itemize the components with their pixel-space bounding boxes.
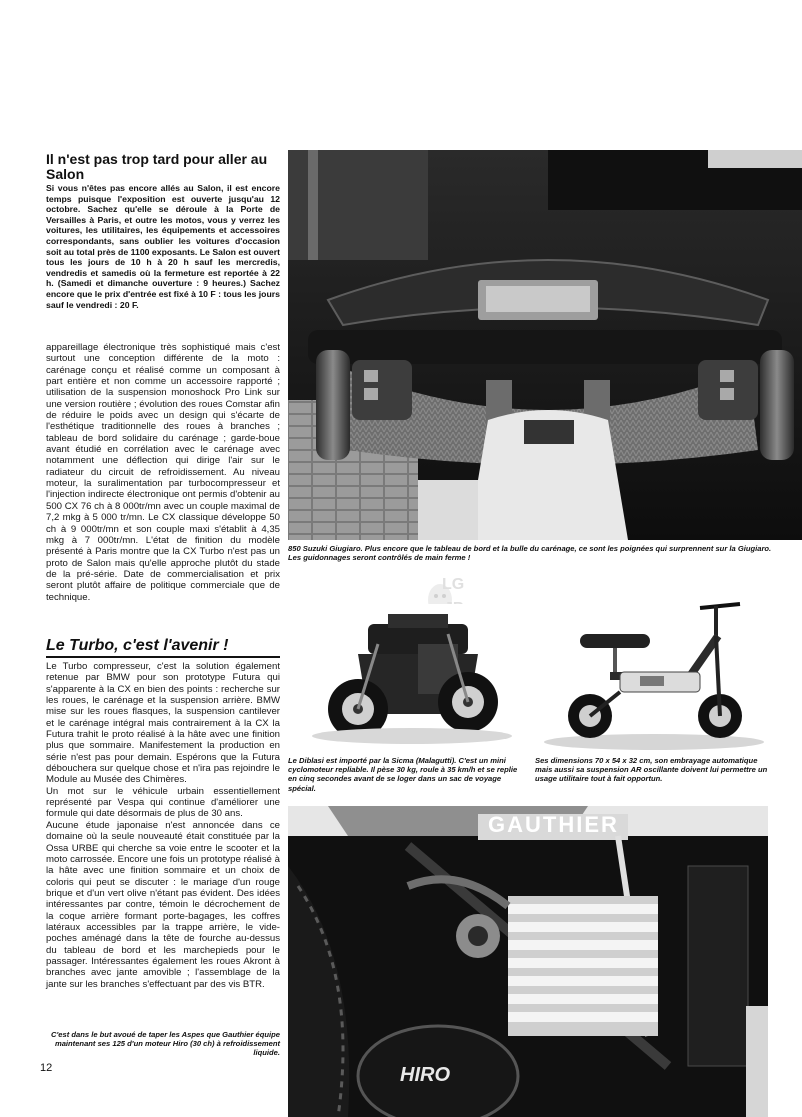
hiro-engine-badge: HIRO [400,1064,450,1086]
dimensions-caption: Ses dimensions 70 x 54 x 32 cm, son embrayage automatique mais aussi sa suspension AR oscillante doivent lui permettre un usage utilitaire tout à fait opportun. [535,756,768,784]
sidebar-text: Si vous n'êtes pas encore allés au Salon, il est encore temps puisque l'exposition est ouverte jusqu'au 12 octobre. Sachez qu'elle se déroule à la Porte de Versailles à Paris, et outre les motos, vous y verrez les voitures, les utilitaires, les équipements et accessoires correspondants, sans oublier les voitures d'occasion soit au total près de 1100 exposants. Le Salon est ouvert tous les jours de 10 h à 20 h sauf les mercredis, vendredis et samedis où la fermeture est reportée à 22 h. (Samedi et dimanche ouverture : 9 heures.) Sachez encore que le prix d'entrée est fixé à 10 F : tous les jours sauf le vendredi : 20 F. [46,183,280,310]
sidebar-box [46,152,280,310]
article-paragraph: Un mot sur le véhicule urbain essentiellement représenté par Vespa qui continue d'améliorer une formule qui date désormais de plus de 30 ans. [46,785,280,820]
article-paragraph: Aucune étude japonaise n'est annoncée dans ce domaine où la seule nouveauté était constituée par la Ossa URBE qui cherche sa voie entre le scooter et la moto carrossée. Encore une fois un prototype réalisé à la hâte avec une finition sommaire et un choix de coloris qui peut se discuter : le mariage d'un rouge brique et d'un vert olive n'étant pas évident. Des idées intéressantes par contre, témoin le décrochement de la coque arrière formant porte-bagages, les coffres latéraux accessibles par la trappe arrière, le vide-poches aménagé dans la tête de fourche au-dessus du tableau de bord et les marchepieds pour le passager. Intéressantes également les roues Akront à branches avec jante amovible ; l'assemblage de la jante sur les branches s'effectuant par des vis BTR. [46,819,280,990]
watermark-text-top: LG [442,576,465,593]
article-paragraph: Le Turbo compresseur, c'est la solution également retenue par BMW pour son prototype Futura qui s'apparente à la CX en bien des points : recherche sur les roues, le carénage et la suspension arrière. BMW mise sur les roues flasques, la suspension cantilever et le carénage intégral mais contrairement à la CX la Futura trahit le proto réalisé à la hâte avec une finition plus que sommaire. Manifestement la production en série n'est pas pour demain. Espérons que la Futura débouchera sur quelque chose et n'ira pas rejoindre le Module au Musée des Chimères. [46,661,280,786]
diblasi-folded-photo [298,604,526,752]
gauthier-tank-lettering: GAUTHIER [488,812,619,837]
gauthier-engine-photo [288,806,768,1117]
section-title: Le Turbo, c'est l'avenir ! [46,637,280,658]
diblasi-caption: Le Diblasi est importé par la Sicma (Malagutti). C'est un mini cyclomoteur repliable. Il pèse 30 kg, roule à 35 km/h et se replie en cinq secondes avant de se loger dans un sac de voyage spécial. [288,756,518,793]
page-number: 12 [40,1062,53,1074]
suzuki-photo [288,150,802,540]
sidebar-title: Il n'est pas trop tard pour aller au Salon [46,151,268,182]
suzuki-caption: 850 Suzuki Giugiaro. Plus encore que le tableau de bord et la bulle du carénage, ce sont les poignées qui surprennent sur la Giugiaro. Les guidonnages seront contrôlés de main ferme ! [288,544,772,563]
article-body [46,661,280,990]
diblasi-unfolded-photo [540,596,768,752]
article-intro: appareillage électronique très sophistiqué mais c'est surtout une conception différente de la moto : carénage conçu et réalisé comme un composant à part entière et non comme un accessoire rapporté ; utilisation de la suspension monoshock Pro Link sur une version routière ; évolution des roues Comstar afin de réduire le poids avec un design qui s'écarte de l'esthétique traditionnelle des roues à branches ; tableau de bord solidaire du carénage ; garde-boue avant étudié en corrélation avec le carénage avec notamment une déflection qui dirige l'air sur le radiateur du circuit de refroidissement. Au niveau moteur, la suralimentation par turbocompresseur et l'injection indirecte électronique ont permis d'obtenir au 500 CX 76 ch à 8 000tr/mn avec un couple maximal de 7,2 mkg à 5 000 tr/mn. Le CX classique développe 50 ch à 9 000tr/mn et son couple maxi s'établit à 4,35 mkg à 7 000tr/mn. L'état de finition du modèle présenté à Paris montre que la CX Turbo n'est pas un proto de Salon mais qu'elle approche plutôt du stade de la pré-série. Date de commercialisation et prix seront plutôt affaire de politique commerciale que de technique. [46,342,280,603]
gauthier-caption: C'est dans le but avoué de taper les Aspes que Gauthier équipe maintenant ses 125 d'un moteur Hiro (30 ch) à refroidissement liquide. [51,1030,280,1058]
